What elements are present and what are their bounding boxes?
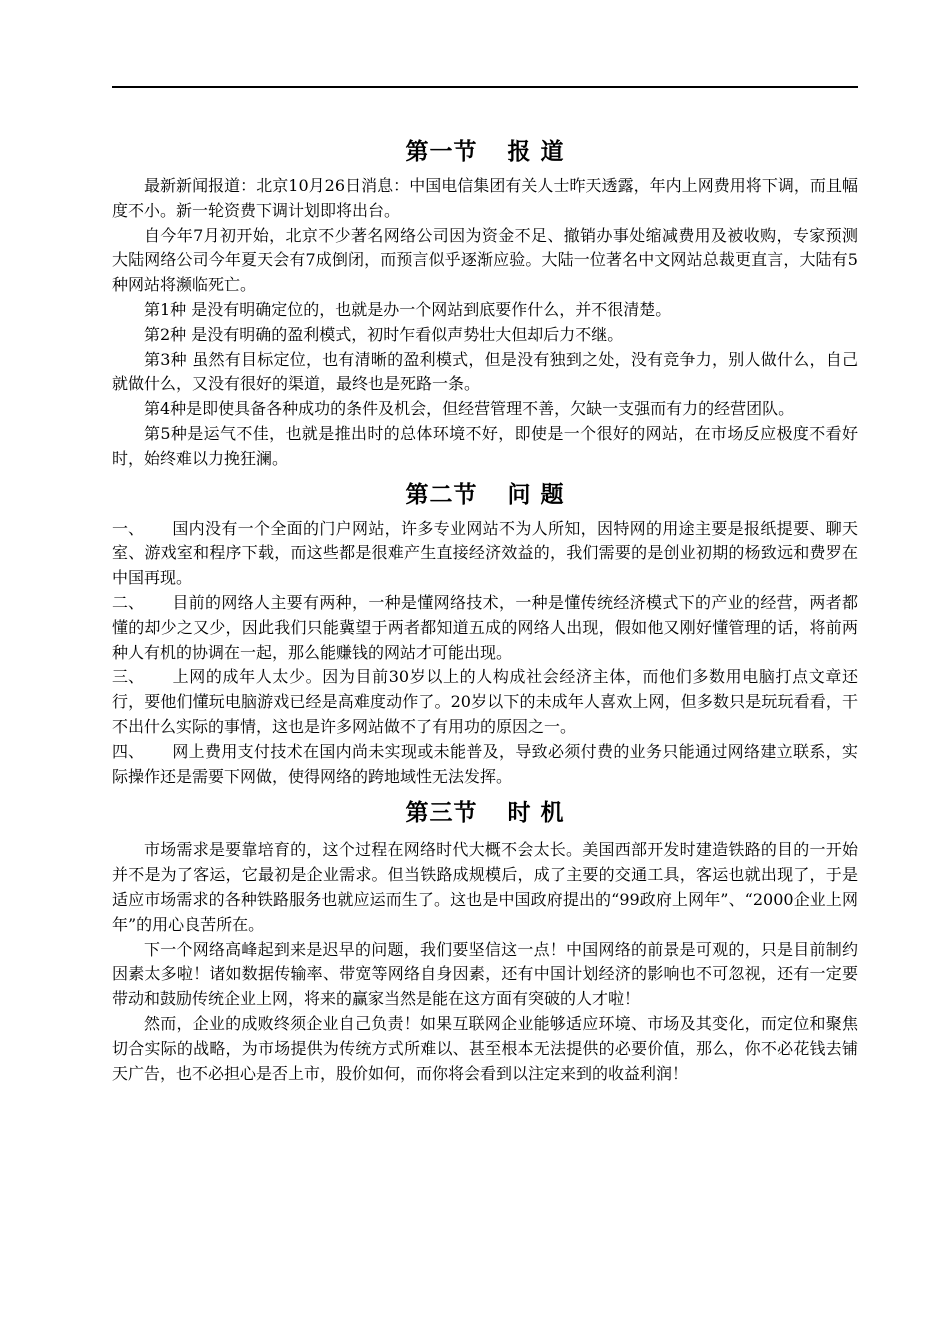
section-3-heading <box>112 794 858 832</box>
list-item-text: 目前的网络人主要有两种，一种是懂网络技术，一种是懂传统经济模式下的产业的经营，两者都懂的却少之又少，因此我们只能冀望于两者都知道五成的网络人出现，假如他又刚好懂管理的话，将前两种人有机的协调在一起，那么能赚钱的网站才可能出现。 <box>112 592 858 662</box>
header-rule <box>112 86 858 88</box>
section-1-paragraph: 第3种 虽然有目标定位，也有清晰的盈利模式，但是没有独到之处，没有竞争力，别人做什么，自己就做什么，又没有很好的渠道，最终也是死路一条。 <box>112 349 858 394</box>
section-2-heading-number: 第二节 <box>405 480 478 508</box>
list-item-text: 上网的成年人太少。因为目前30岁以上的人构成社会经济主体，而他们多数用电脑打点文章还行，要他们懂玩电脑游戏已经是高难度动作了。20岁以下的未成年人喜欢上网，但多数只是玩玩看看，干不出什么实际的事情，这也是许多网站做不了有用功的原因之一。 <box>112 667 858 736</box>
section-2-heading <box>112 476 858 514</box>
section-2-heading-title: 问 题 <box>507 480 565 508</box>
list-item-number: 二、 <box>112 592 145 612</box>
list-item-text: 国内没有一个全面的门户网站，许多专业网站不为人所知，因特网的用途主要是报纸提要、聊天室、游戏室和程序下载，而这些都是很难产生直接经济效益的，我们需要的是创业初期的杨致远和费罗在中国再现。 <box>112 518 858 588</box>
document-body <box>112 133 858 1086</box>
section-3-paragraph: 市场需求是要靠培育的，这个过程在网络时代大概不会太长。美国西部开发时建造铁路的目的一开始并不是为了客运，它最初是企业需求。但当铁路成规模后，成了主要的交通工具，客运也就出现了，于是适应市场需求的各种铁路服务也就应运而生了。这也是中国政府提出的“99政府上网年”、“2000企业上网年”的用心良苦所在。 <box>112 840 858 934</box>
section-2-list-item <box>112 591 858 665</box>
section-2-list-item <box>112 740 858 790</box>
list-item-number: 四、 <box>112 741 145 761</box>
section-1-heading-number: 第一节 <box>405 138 478 165</box>
section-1-paragraph: 第1种 是没有明确定位的，也就是办一个网站到底要作什么，并不很清楚。 <box>144 299 672 319</box>
section-1-paragraph: 第2种 是没有明确的盈利模式，初时乍看似声势壮大但却后力不继。 <box>144 324 624 344</box>
section-1-heading <box>112 133 858 171</box>
section-1-paragraph: 第4种是即使具备各种成功的条件及机会，但经营管理不善，欠缺一支强而有力的经营团队。 <box>144 399 795 419</box>
section-2-list-item <box>112 517 858 591</box>
list-item-text: 网上费用支付技术在国内尚未实现或未能普及，导致必须付费的业务只能通过网络建立联系，实际操作还是需要下网做，使得网络的跨地域性无法发挥。 <box>112 741 858 786</box>
section-3-paragraph: 下一个网络高峰起到来是迟早的问题，我们要坚信这一点！中国网络的前景是可观的，只是目前制约因素太多啦！诸如数据传输率、带宽等网络自身因素，还有中国计划经济的影响也不可忽视，还有一定要带动和鼓励传统企业上网，将来的赢家当然是能在这方面有突破的人才啦！ <box>112 939 858 1009</box>
section-1-paragraph: 自今年7月初开始，北京不少著名网络公司因为资金不足、撤销办事处缩减费用及被收购，专家预测大陆网络公司今年夏天会有7成倒闭，而预言似乎逐渐应验。大陆一位著名中文网站总裁更直言，大陆有5种网站将濒临死亡。 <box>112 225 858 295</box>
section-1-heading-title: 报 道 <box>507 138 565 165</box>
section-2-list-item <box>112 665 858 739</box>
list-item-number: 三、 <box>112 667 145 687</box>
section-1-paragraph: 最新新闻报道：北京10月26日消息：中国电信集团有关人士昨天透露，年内上网费用将下调，而且幅度不小。新一轮资费下调计划即将出台。 <box>112 176 858 220</box>
list-item-number: 一、 <box>112 518 145 538</box>
section-1-paragraph: 第5种是运气不佳，也就是推出时的总体环境不好，即使是一个很好的网站，在市场反应极度不看好时，始终难以力挽狂澜。 <box>112 423 858 468</box>
section-3-heading-number: 第三节 <box>405 799 478 827</box>
section-3-heading-title: 时 机 <box>507 799 565 827</box>
section-3-paragraph: 然而，企业的成败终须企业自己负责！如果互联网企业能够适应环境、市场及其变化，而定位和聚焦切合实际的战略，为市场提供为传统方式所难以、甚至根本无法提供的必要价值，那么，你不必花钱去铺天广告，也不必担心是否上市，股价如何，而你将会看到以注定来到的收益利润！ <box>112 1013 858 1083</box>
